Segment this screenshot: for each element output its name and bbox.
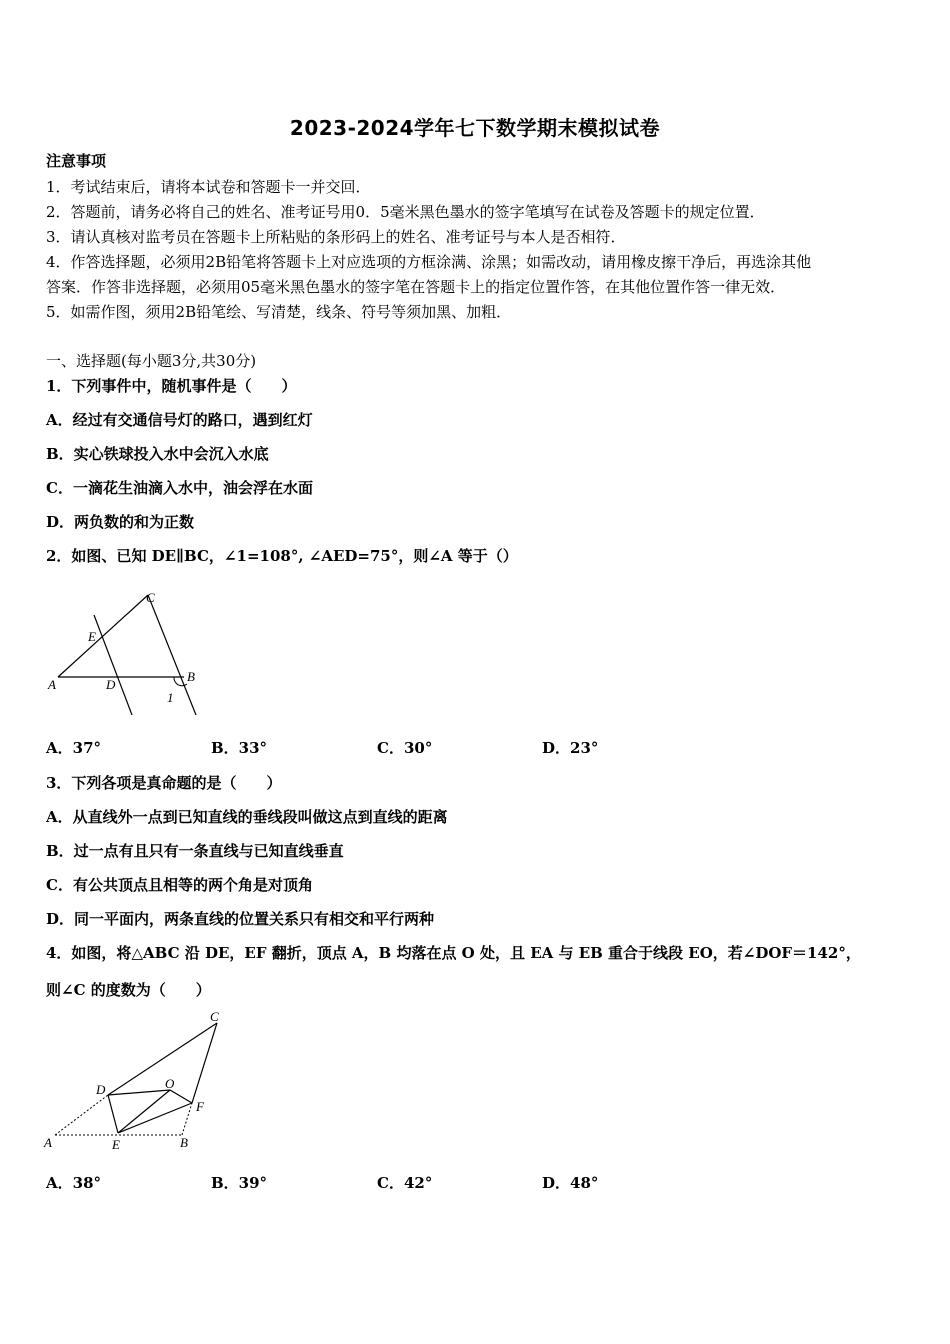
question-4-stem: 4．如图，将△ABC 沿 DE，EF 翻折，顶点 A，B 均落在点 O 处，且 EA 与 EB 重合于线段 EO，若∠DOF＝142°， — [46, 944, 861, 962]
label-d: D — [106, 677, 116, 692]
question-3-option-d: D．同一平面内，两条直线的位置关系只有相交和平行两种 — [46, 910, 435, 928]
question-1-option-c: C．一滴花生油滴入水中，油会浮在水面 — [46, 479, 313, 497]
question-3-option-b: B．过一点有且只有一条直线与已知直线垂直 — [46, 842, 344, 860]
question-2-option-d: D．23° — [542, 739, 599, 757]
label-f: F — [196, 1099, 204, 1114]
label-b: B — [180, 1135, 188, 1150]
label-e: E — [112, 1137, 120, 1152]
page-title: 2023-2024学年七下数学期末模拟试卷 — [289, 116, 661, 140]
question-4-option-d: D．48° — [542, 1174, 599, 1192]
question-2-stem: 2．如图、已知 DE∥BC，∠1=108°, ∠AED=75°，则∠A 等于（） — [46, 547, 518, 565]
question-4-options — [46, 1173, 646, 1193]
question-2-option-b: B．33° — [211, 739, 268, 757]
question-4-option-a: A．38° — [46, 1174, 102, 1192]
section-heading: 一、选择题(每小题3分,共30分) — [46, 352, 257, 370]
question-3-stem: 3．下列各项是真命题的是（ ） — [46, 774, 282, 792]
notice-item: 答案．作答非选择题，必须用05毫米黑色墨水的签字笔在答题卡上的指定位置作答，在其他位置作答一律无效． — [46, 278, 786, 296]
question-1-option-b: B．实心铁球投入水中会沉入水底 — [46, 445, 269, 463]
question-1-option-d: D．两负数的和为正数 — [46, 513, 195, 531]
label-e: E — [88, 629, 96, 644]
question-4-option-c: C．42° — [377, 1174, 433, 1192]
label-d: D — [96, 1082, 106, 1097]
label-a: A — [44, 1135, 52, 1150]
question-1-option-a: A．经过有交通信号灯的路口，遇到红灯 — [46, 411, 313, 429]
question-2-figure — [44, 585, 214, 720]
notice-item: 5．如需作图，须用2B铅笔绘、写清楚，线条、符号等须加黑、加粗． — [46, 303, 512, 321]
label-a: A — [48, 677, 56, 692]
question-4-stem-continued: 则∠C 的度数为（ ） — [46, 981, 211, 999]
question-4-option-b: B．39° — [211, 1174, 268, 1192]
question-1-stem: 1．下列事件中，随机事件是（ ） — [46, 377, 297, 395]
notice-item: 2．答题前，请务必将自己的姓名、准考证号用0．5毫米黑色墨水的签字笔填写在试卷及答题卡的规定位置． — [46, 203, 765, 221]
question-3-option-c: C．有公共顶点且相等的两个角是对顶角 — [46, 876, 313, 894]
label-o: O — [165, 1076, 175, 1091]
label-angle-1: 1 — [167, 690, 174, 705]
notice-item: 1．考试结束后，请将本试卷和答题卡一并交回． — [46, 178, 371, 196]
question-2-option-c: C．30° — [377, 739, 433, 757]
label-c: C — [210, 1009, 219, 1024]
question-3-option-a: A．从直线外一点到已知直线的垂线段叫做这点到直线的距离 — [46, 808, 448, 826]
label-b: B — [187, 669, 195, 684]
question-4-figure — [40, 1005, 240, 1155]
notice-item: 3．请认真核对监考员在答题卡上所粘贴的条形码上的姓名、准考证号与本人是否相符． — [46, 228, 626, 246]
notice-heading: 注意事项 — [46, 152, 107, 170]
question-2-options — [46, 738, 646, 758]
notice-item: 4．作答选择题，必须用2B铅笔将答题卡上对应选项的方框涂满、涂黑；如需改动，请用橡皮擦干净后，再选涂其他 — [46, 253, 812, 271]
label-c: C — [146, 590, 155, 605]
question-2-option-a: A．37° — [46, 739, 102, 757]
